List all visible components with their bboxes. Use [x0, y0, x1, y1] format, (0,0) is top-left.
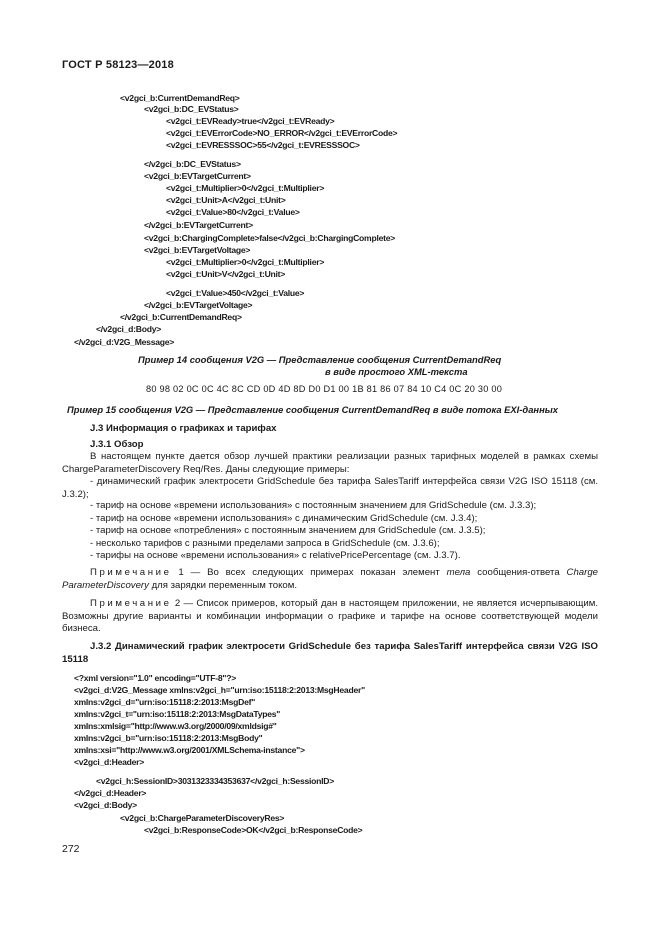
list-item: - несколько тарифов с разными пределами запроса в GridSchedule (см. J.3.6); [90, 538, 440, 549]
page-number: 272 [62, 843, 80, 855]
note-label: Примечание [90, 567, 172, 578]
example-14-caption: Пример 14 сообщения V2G — Представление сообщения CurrentDemandReq [138, 354, 502, 365]
code-line: <v2gci_b:ChargingComplete>false</v2gci_b:ChargingComplete> [144, 233, 396, 243]
example-15-caption: Пример 15 сообщения V2G — Представление сообщения CurrentDemandReq в виде потока EXI-данных [67, 404, 558, 415]
list-item: - тарифы на основе «времени использования» с relativePricePercentage (см. J.3.7). [90, 550, 461, 561]
code-line: <v2gci_d:Body> [74, 800, 137, 810]
code-line: <v2gci_b:EVTargetVoltage> [144, 245, 251, 255]
intro-paragraph: В настоящем пункте дается обзор лучшей практики реализации разных тарифных моделей в рамках схемы ChargeParameterDiscovery Req/Res. Даны следующие примеры: [62, 451, 598, 475]
code-line: <v2gci_t:Value>80</v2gci_t:Value> [166, 207, 300, 217]
code-line: xmlns:v2gci_d="urn:iso:15118:2:2013:MsgDef" [74, 697, 256, 707]
section-heading-j32: J.3.2 Динамический график электросети GridSchedule без тарифа SalesTariff интерфейса связи V2G ISO 15118 [62, 641, 598, 665]
code-line: <v2gci_t:Unit>A</v2gci_t:Unit> [166, 195, 286, 205]
code-line: <v2gci_t:Multiplier>0</v2gci_t:Multiplier> [166, 183, 325, 193]
code-line: <v2gci_d:Header> [74, 757, 145, 767]
code-line: xmlns:v2gci_t="urn:iso:15118:2:2013:MsgDataTypes" [74, 709, 281, 719]
code-line: <v2gci_b:DC_EVStatus> [144, 104, 239, 114]
code-line: <v2gci_b:EVTargetCurrent> [144, 171, 251, 181]
code-line: <v2gci_t:EVRESSSOC>55</v2gci_t:EVRESSSOC> [166, 140, 360, 150]
code-line: </v2gci_b:EVTargetVoltage> [144, 300, 253, 310]
code-line: <v2gci_t:EVErrorCode>NO_ERROR</v2gci_t:EVErrorCode> [166, 128, 398, 138]
code-line: xmlns:v2gci_b="urn:iso:15118:2:2013:MsgBody" [74, 733, 263, 743]
note-1: Примечание 1 — Во всех следующих примерах показан элемент тела сообщения-ответа Charge ParameterDiscovery для зарядки переменным током. [62, 567, 598, 591]
code-line: <v2gci_d:V2G_Message xmlns:v2gci_h="urn:iso:15118:2:2013:MsgHeader" [74, 685, 365, 695]
code-line: </v2gci_b:EVTargetCurrent> [144, 220, 253, 230]
example-14-caption-line2: в виде простого XML-текста [325, 366, 468, 377]
code-line: <?xml version="1.0" encoding="UTF-8"?> [74, 673, 237, 683]
code-line: </v2gci_b:DC_EVStatus> [144, 159, 241, 169]
document-header: ГОСТ Р 58123—2018 [62, 59, 174, 71]
code-line: </v2gci_d:Body> [96, 324, 162, 334]
code-line: </v2gci_d:V2G_Message> [74, 337, 175, 347]
note-label: Примечание [90, 598, 172, 609]
section-heading-j31: J.3.1 Обзор [90, 439, 144, 450]
code-line: </v2gci_b:CurrentDemandReq> [120, 312, 242, 322]
note-2: Примечание 2 — Список примеров, который дан в настоящем приложении, не является исчерпывающим. Возможны другие варианты и комбинации информации о графике и тарифе на основе соответствующей модели бизнеса. [62, 598, 598, 635]
code-line: <v2gci_t:EVReady>true</v2gci_t:EVReady> [166, 116, 335, 126]
list-item: - тариф на основе «времени использования» с динамическим GridSchedule (см. J.3.4); [90, 513, 478, 524]
code-line: </v2gci_d:Header> [74, 788, 147, 798]
list-item: - тариф на основе «потребления» с постоянным значением для GridSchedule (см. J.3.5); [90, 525, 486, 536]
code-line: xmlns:xsi="http://www.w3.org/2001/XMLSchema-instance"> [74, 745, 305, 755]
code-line: <v2gci_h:SessionID>3031323334353637</v2gci_h:SessionID> [96, 776, 335, 786]
code-line: <v2gci_b:ChargeParameterDiscoveryRes> [120, 813, 285, 823]
section-heading-j3: J.3 Информация о графиках и тарифах [90, 423, 277, 434]
code-line: <v2gci_t:Unit>V</v2gci_t:Unit> [166, 269, 286, 279]
exi-hex-stream: 80 98 02 0C 0C 4C 8C CD 0D 4D 8D D0 D1 00 1B 81 86 07 84 10 C4 0C 20 30 00 [146, 384, 503, 394]
code-line: <v2gci_t:Value>450</v2gci_t:Value> [166, 288, 305, 298]
list-item: - тариф на основе «времени использования» с постоянным значением для GridSchedule (см. J.3.3); [90, 500, 537, 511]
code-line: xmlns:xmlsig="http://www.w3.org/2000/09/xmldsig#" [74, 721, 277, 731]
code-line: <v2gci_t:Multiplier>0</v2gci_t:Multiplier> [166, 257, 325, 267]
code-line: <v2gci_b:CurrentDemandReq> [120, 93, 240, 103]
list-item: - динамический график электросети GridSchedule без тарифа SalesTariff интерфейса связи V2G ISO 15118 (см. J.3.2); [62, 476, 598, 500]
code-line: <v2gci_b:ResponseCode>OK</v2gci_b:ResponseCode> [144, 825, 363, 835]
